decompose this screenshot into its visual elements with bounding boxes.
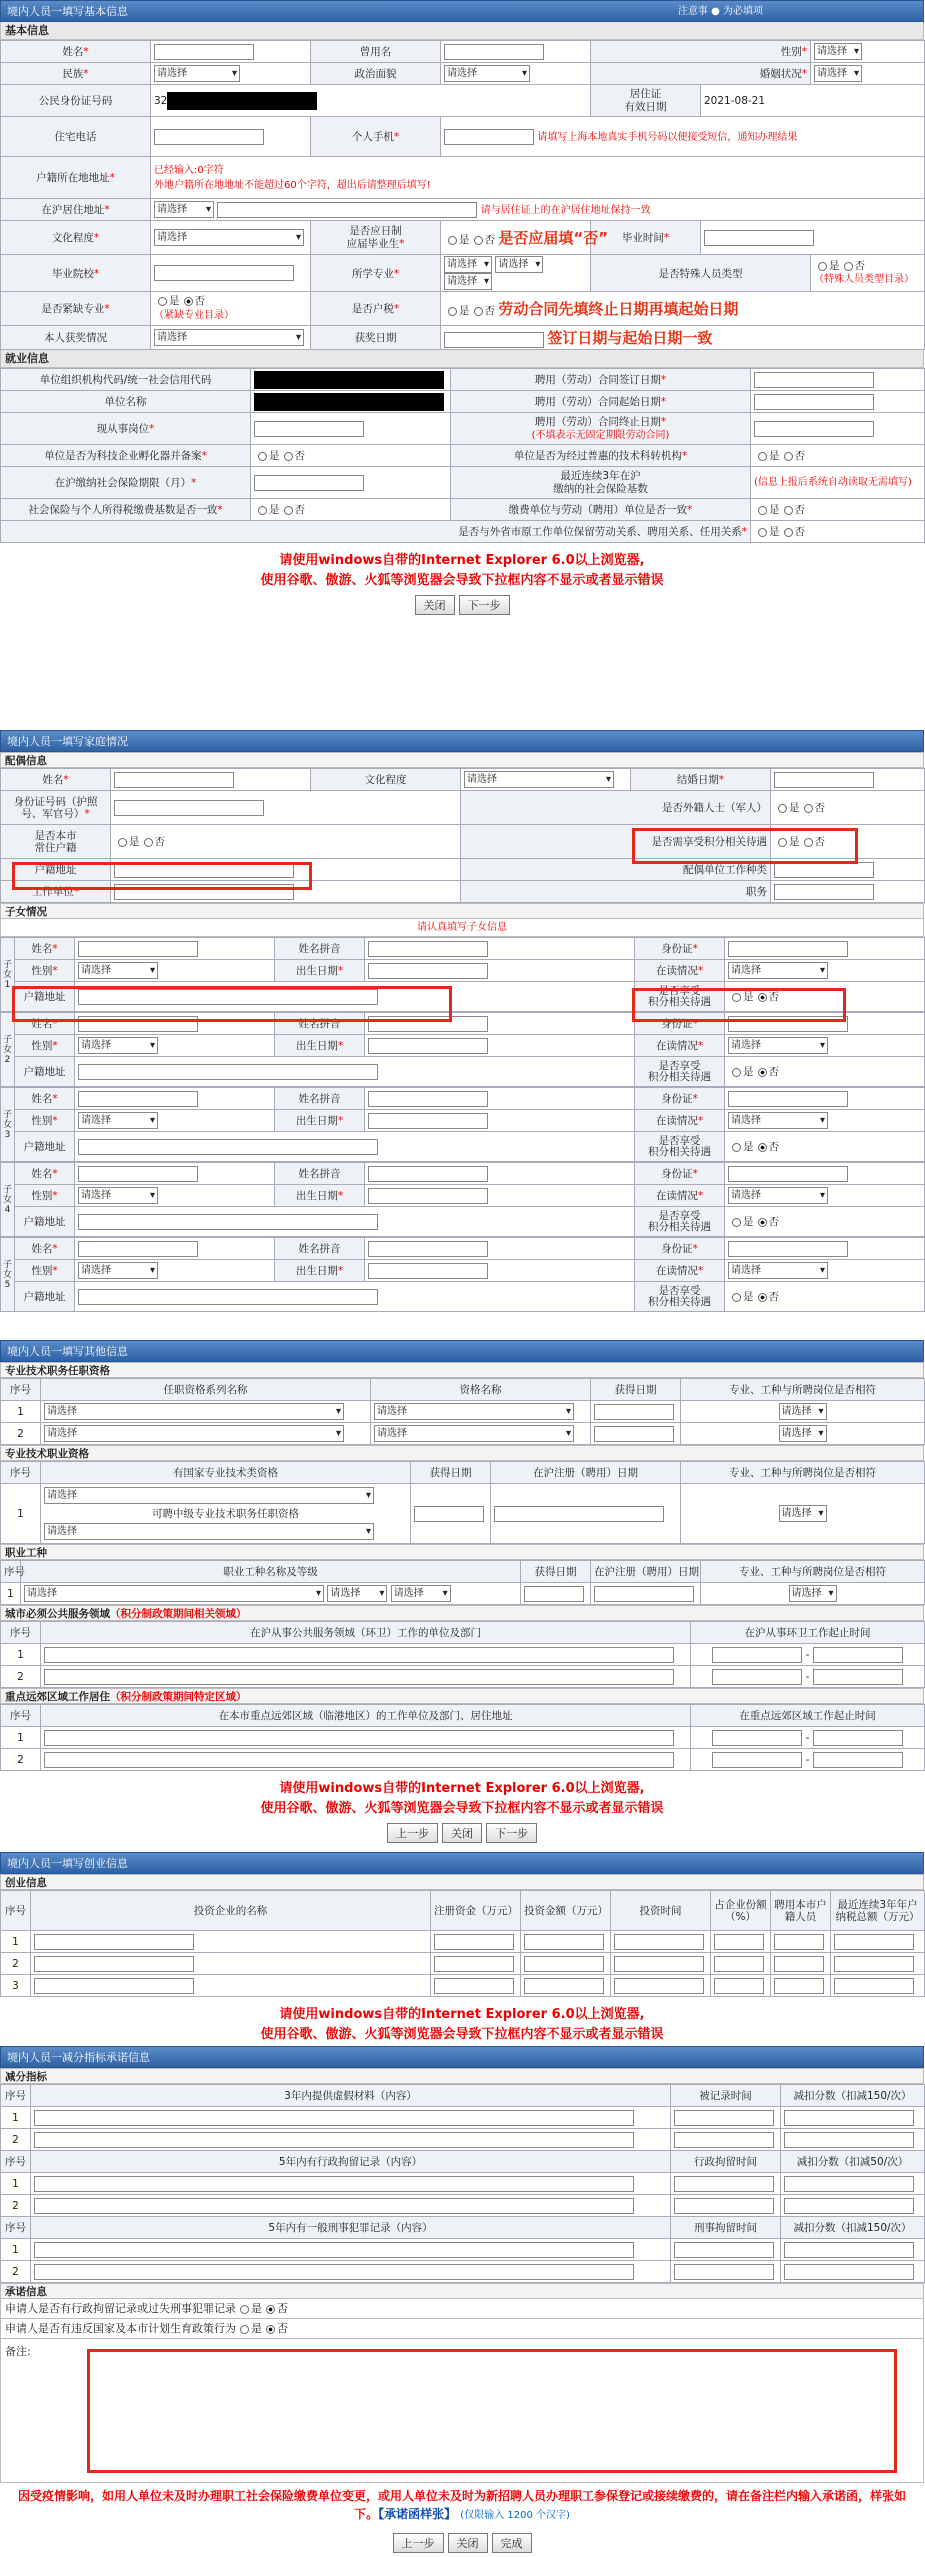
work-match[interactable]: 请选择 ▾: [789, 1585, 837, 1602]
same-unit-no-radio[interactable]: [784, 506, 793, 515]
child-birth-1[interactable]: [368, 963, 488, 979]
relation-yes-radio[interactable]: [758, 528, 767, 537]
remark-label: 备注:: [5, 2345, 31, 2358]
highlight-box-2: [632, 828, 858, 864]
child-birth-3[interactable]: [368, 1113, 488, 1129]
leader-no-radio[interactable]: [474, 307, 483, 316]
end-date-input[interactable]: [754, 421, 874, 437]
school-input[interactable]: [154, 265, 294, 281]
close-button-1[interactable]: 关闭: [415, 595, 455, 615]
highend-yes-radio[interactable]: [758, 452, 767, 461]
child-enjoy-no-5[interactable]: [758, 1293, 767, 1302]
startup-amt-3[interactable]: [524, 1978, 604, 1994]
major-select-3[interactable]: 请选择 ▾: [444, 273, 492, 290]
child-study-1[interactable]: 请选择 ▾: [728, 962, 828, 979]
spouse-table: 姓名* 文化程度 请选择 ▾ 结婚日期* 身份证号码（护照号、军官号）* 是否外籍人士（军人） 是 否 是否本市 常住户籍 是 否 是否需享受积分相关待遇 是 否 户籍地址 配偶单位工作种类 工作单位* 职务: [0, 768, 925, 903]
child-name-5[interactable]: [78, 1241, 198, 1257]
child-pinyin-3[interactable]: [368, 1091, 488, 1107]
sh-district-select[interactable]: 请选择 ▾: [154, 201, 214, 218]
remote-unit-2[interactable]: [44, 1752, 674, 1768]
startup-share-3[interactable]: [714, 1978, 764, 1994]
startup-table: 序号 投资企业的名称 注册资金（万元） 投资金额（万元） 投资时间 占企业份额（%） 聘用本市户籍人员 最近连续3年年户纳税总额（万元） 1 2 3: [0, 1890, 925, 1997]
crime-score-2[interactable]: [784, 2264, 914, 2280]
qual-date-2[interactable]: [594, 1426, 674, 1442]
prev-button-5[interactable]: 上一步: [393, 2533, 444, 2553]
id-number-redacted[interactable]: [167, 92, 317, 110]
local-yes-radio[interactable]: [118, 838, 127, 847]
startup-name-3[interactable]: [34, 1978, 194, 1994]
basic-info-bar: 基本信息: [0, 22, 924, 40]
spouse-id-input[interactable]: [114, 800, 264, 816]
detention-1[interactable]: [34, 2176, 634, 2192]
child-enjoy-no-3[interactable]: [758, 1143, 767, 1152]
startup-cap-2[interactable]: [434, 1956, 514, 1972]
child-enjoy-yes-2[interactable]: [732, 1068, 741, 1077]
marry-date-input[interactable]: [774, 772, 874, 788]
promise-row-2: 申请人是否有违反国家及本市计划生育政策行为 是 否: [0, 2319, 924, 2339]
public-bar: 城市必须公共服务领域（积分制政策期间相关领域）: [0, 1605, 924, 1621]
promise-bar: 承诺信息: [0, 2283, 924, 2299]
child-enjoy-no-2[interactable]: [758, 1068, 767, 1077]
remote-table: 序号 在本市重点远郊区域（临港地区）的工作单位及部门、居住地址 在重点远郊区域工作起止时间 1 - 2 -: [0, 1704, 925, 1771]
shortage-no-radio[interactable]: [184, 297, 193, 306]
qual-date-1[interactable]: [594, 1404, 674, 1420]
post-input[interactable]: [254, 421, 364, 437]
child-table-4: 子女 4 姓名* 姓名拼音 身份证* 性别* 请选择 ▾ 出生日期* 在读情况* 请选择 ▾ 户籍地址 是否享受 积分相关待遇 是 否: [0, 1162, 925, 1237]
false-material-time-2[interactable]: [674, 2132, 774, 2148]
child-name-1[interactable]: [78, 941, 198, 957]
startup-share-1[interactable]: [714, 1934, 764, 1950]
child-birth-4[interactable]: [368, 1188, 488, 1204]
work-type-table: 序号 职业工种名称及等级 获得日期 在沪注册（聘用）日期 专业、工种与所聘岗位是否相符 1 请选择 ▾ 请选择 ▾ 请选择 ▾ 请选择 ▾: [0, 1560, 925, 1605]
child-name-4[interactable]: [78, 1166, 198, 1182]
special-yes-radio[interactable]: [818, 262, 827, 271]
child-study-4[interactable]: 请选择 ▾: [728, 1187, 828, 1204]
hire-date-input[interactable]: [754, 372, 874, 388]
award-date-input[interactable]: [444, 332, 544, 348]
startup-tax-1[interactable]: [834, 1934, 914, 1950]
ethnic-select[interactable]: 请选择 ▾: [154, 65, 240, 82]
award-select[interactable]: 请选择 ▾: [154, 329, 304, 346]
highlight-box-3: [12, 986, 452, 1022]
startup-time-3[interactable]: [614, 1978, 704, 1994]
deduction-table: 序号 3年内提供虚假材料（内容） 被记录时间 减扣分数（扣减150/次） 1 2 序号 5年内有行政拘留记录（内容） 行政拘留时间 减扣分数（扣减50/次） 1 2 序号 5年内有一般刑事犯罪记录（内容） 刑事拘留时间 减扣分数（扣减150/次） 1 2: [0, 2084, 925, 2283]
public-from-1[interactable]: [712, 1647, 802, 1663]
duty-input[interactable]: [774, 884, 874, 900]
child-id-5[interactable]: [728, 1241, 848, 1257]
child-name-3[interactable]: [78, 1091, 198, 1107]
startup-share-2[interactable]: [714, 1956, 764, 1972]
startup-cap-1[interactable]: [434, 1934, 514, 1950]
startup-time-1[interactable]: [614, 1934, 704, 1950]
section-header-family: 境内人员一填写家庭情况: [0, 730, 924, 752]
qual-name-1[interactable]: 请选择 ▾: [374, 1403, 574, 1420]
browser-notice-3: 请使用windows自带的Internet Explorer 6.0以上浏览器, 使用谷歌、傲游、火狐等浏览器会导致下拉框内容不显示或者显示错误: [260, 2007, 664, 2042]
startup-cap-3[interactable]: [434, 1978, 514, 1994]
sign-note: 签订日期与起始日期一致: [547, 329, 713, 347]
insur-months-input[interactable]: [254, 475, 364, 491]
startup-tax-2[interactable]: [834, 1956, 914, 1972]
promise2-yes-radio[interactable]: [240, 2325, 249, 2334]
child-gender-3[interactable]: 请选择 ▾: [78, 1112, 158, 1129]
fresh-no-radio[interactable]: [474, 236, 483, 245]
deduction-bar: 减分指标: [0, 2068, 924, 2084]
false-material-2[interactable]: [34, 2132, 634, 2148]
same-unit-yes-radio[interactable]: [758, 506, 767, 515]
local-no-radio[interactable]: [144, 838, 153, 847]
grad-time-input[interactable]: [704, 230, 814, 246]
edu-select[interactable]: 请选择 ▾: [154, 229, 304, 246]
mobile-input[interactable]: [444, 129, 534, 145]
qual-bar: 专业技术职务任职资格: [0, 1362, 924, 1378]
public-to-2[interactable]: [813, 1669, 903, 1685]
remote-bar: 重点远郊区域工作居住（积分制政策期间特定区域）: [0, 1688, 924, 1704]
detention-score-1[interactable]: [784, 2176, 914, 2192]
contract-note: 劳动合同先填终止日期再填起始日期: [498, 300, 739, 318]
detention-score-2[interactable]: [784, 2198, 914, 2214]
remark-area: [0, 2339, 924, 2483]
false-material-time-1[interactable]: [674, 2110, 774, 2126]
next-button-3[interactable]: 下一步: [486, 1823, 537, 1843]
spouse-name-input[interactable]: [114, 772, 234, 788]
promise1-yes-radio[interactable]: [240, 2305, 249, 2314]
special-no-radio[interactable]: [844, 262, 853, 271]
close-button-5[interactable]: 关闭: [448, 2533, 488, 2553]
major-select-1[interactable]: 请选择 ▾: [444, 256, 492, 273]
public-to-1[interactable]: [813, 1647, 903, 1663]
child-birth-5[interactable]: [368, 1263, 488, 1279]
political-select[interactable]: 请选择 ▾: [444, 65, 530, 82]
public-unit-1[interactable]: [44, 1647, 674, 1663]
child-id-1[interactable]: [728, 941, 848, 957]
work-grade-select[interactable]: 请选择 ▾: [391, 1585, 451, 1602]
child-addr-2[interactable]: [78, 1064, 378, 1080]
child-gender-4[interactable]: 请选择 ▾: [78, 1187, 158, 1204]
false-material-score-1[interactable]: [784, 2110, 914, 2126]
employment-table: 单位组织机构代码/统一社会信用代码 聘用（劳动）合同签订日期* 单位名称 聘用（劳动）合同起始日期* 现从事岗位* 聘用（劳动）合同终止日期* (不填表示无固定期限劳动合同) 单位是否为科技企业孵化器并备案* 是 否 单位是否为经过普惠的技术科转机构* 是 否 在沪缴纳社会保险期限（月）* 最近连续3年在沪 缴纳的社会保险基数 (信息上报后系统自动读取无需填写) 社会保险与个人所得税缴费基数是否一致* 是 否 缴费单位与劳动（聘用）单位是否一致* 是 否 是否与外省市原工作单位保留劳动关系、聘用关系、任用关系* 是 否: [0, 368, 925, 543]
qual-table: 序号 任职资格系列名称 资格名称 获得日期 专业、工种与所聘岗位是否相符 1 请选择 ▾ 请选择 ▾ 请选择 ▾ 2 请选择 ▾ 请选择 ▾ 请选择 ▾: [0, 1378, 925, 1445]
crime-time-1[interactable]: [674, 2242, 774, 2258]
leader-yes-radio[interactable]: [448, 307, 457, 316]
section-header-deduction: 境内人员一减分指标承诺信息: [0, 2046, 924, 2068]
child-enjoy-yes-3[interactable]: [732, 1143, 741, 1152]
same-yes-radio[interactable]: [258, 506, 267, 515]
promise-sample-link[interactable]: 【承诺函样张】: [378, 2507, 457, 2521]
cert-date[interactable]: [414, 1506, 484, 1522]
child-gender-1[interactable]: 请选择 ▾: [78, 962, 158, 979]
basic-info-table: 姓名* 曾用名 性别* 请选择 ▾ 民族* 请选择 ▾ 政治面貌 请选择 ▾ 婚姻状况* 请选择 ▾ 公民身份证号码 32 居住证 有效日期 2021-08-21 住宅电话 个人手机* 请填写上海本地真实手机号码以便接受短信，通知办理结果 户籍所在地地址* 已经输入:0字符 外地户籍所在地地址不能超过60个字符，超出后请整理后填写! 在沪居住地址* 请选择 ▾ 请与居住证上的在沪居住地址保持一致 文化程度* 请选择 ▾ 是否应日制 应届毕业生* 是 否 是否应届填“否” 毕业时间* 毕业院校* 所学专业* 请选择 ▾ 请选择 ▾ 请选择 ▾ 是否特殊人员类型 是 否 （特殊人员类型目录） 是否紧缺专业* 是 否 （紧缺专业目录） 是否户税* 是 否 劳动合同先填终止日期再填起始日期 本人获奖情况 请选择 ▾ 获奖日期 签订日期与起始日期一致: [0, 40, 925, 350]
child-pinyin-1[interactable]: [368, 941, 488, 957]
child-table-2: 子女 2 姓名* 姓名拼音 身份证* 性别* 请选择 ▾ 出生日期* 在读情况* 请选择 ▾ 户籍地址 是否享受 积分相关待遇 是 否: [0, 1012, 925, 1087]
finish-button[interactable]: 完成: [492, 2533, 532, 2553]
close-button-3[interactable]: 关闭: [442, 1823, 482, 1843]
child-addr-3[interactable]: [78, 1139, 378, 1155]
child-id-4[interactable]: [728, 1166, 848, 1182]
cert-select-2[interactable]: 请选择 ▾: [44, 1523, 374, 1540]
start-date-input[interactable]: [754, 394, 874, 410]
detention-time-1[interactable]: [674, 2176, 774, 2192]
cert-select-1[interactable]: 请选择 ▾: [44, 1487, 374, 1504]
startup-tax-3[interactable]: [834, 1978, 914, 1994]
child-addr-4[interactable]: [78, 1214, 378, 1230]
remark-textarea[interactable]: [87, 2349, 897, 2473]
cert-match[interactable]: 请选择 ▾: [779, 1505, 827, 1522]
promise2-no-radio[interactable]: [266, 2325, 275, 2334]
public-unit-2[interactable]: [44, 1669, 674, 1685]
major-select-2[interactable]: 请选择 ▾: [495, 256, 543, 273]
cert-reg[interactable]: [494, 1506, 664, 1522]
gender-select[interactable]: 请选择 ▾: [814, 43, 862, 60]
public-table: 序号 在沪从事公共服务领域（环卫）工作的单位及部门 在沪从事环卫工作起止时间 1 - 2 -: [0, 1621, 925, 1688]
section-header-startup: 境内人员一填写创业信息: [0, 1852, 924, 1874]
work-reg[interactable]: [594, 1586, 694, 1602]
promise-row-1: 申请人是否有行政拘留记录或过失刑事犯罪记录 是 否: [0, 2299, 924, 2319]
same-no-radio[interactable]: [284, 506, 293, 515]
fresh-note: 是否应届填“否”: [498, 229, 609, 247]
qual-series-1[interactable]: 请选择 ▾: [44, 1403, 344, 1420]
highlight-box-4: [632, 988, 846, 1022]
employment-bar: 就业信息: [0, 350, 924, 368]
remote-from-2[interactable]: [712, 1752, 802, 1768]
section-header-basic: 境内人员一填写基本信息 注意事 ● 为必填项: [0, 0, 924, 22]
remote-to-2[interactable]: [813, 1752, 903, 1768]
spouse-bar: 配偶信息: [0, 752, 924, 768]
prev-button-3[interactable]: 上一步: [387, 1823, 438, 1843]
child-study-2[interactable]: 请选择 ▾: [728, 1037, 828, 1054]
work-type-select[interactable]: 请选择 ▾: [24, 1585, 324, 1602]
child-pinyin-5[interactable]: [368, 1241, 488, 1257]
startup-time-2[interactable]: [614, 1956, 704, 1972]
child-table-1: 子女 1 姓名* 姓名拼音 身份证* 性别* 请选择 ▾ 出生日期* 在读情况* 请选择 ▾ 户籍地址 是否享受 积分相关待遇 是 否: [0, 937, 925, 1012]
next-button-1[interactable]: 下一步: [459, 595, 510, 615]
startup-name-1[interactable]: [34, 1934, 194, 1950]
startup-section: [0, 1852, 924, 2045]
child-enjoy-yes-4[interactable]: [732, 1218, 741, 1227]
basic-info-section: [0, 0, 924, 619]
qual-match-1[interactable]: 请选择 ▾: [779, 1403, 827, 1420]
crime-2[interactable]: [34, 2264, 634, 2280]
deduction-section: [0, 2046, 924, 2557]
child-note: 请认真填写子女信息: [0, 919, 924, 937]
startup-staff-3[interactable]: [774, 1978, 824, 1994]
tech-yes-radio[interactable]: [258, 452, 267, 461]
startup-amt-2[interactable]: [524, 1956, 604, 1972]
org-code-redacted[interactable]: [254, 371, 444, 389]
phone-input[interactable]: [154, 129, 264, 145]
promise1-no-radio[interactable]: [266, 2305, 275, 2314]
child-study-5[interactable]: 请选择 ▾: [728, 1262, 828, 1279]
child-birth-2[interactable]: [368, 1038, 488, 1054]
family-section: [0, 730, 924, 1312]
foreign-no-radio[interactable]: [804, 804, 813, 813]
tech-no-radio[interactable]: [284, 452, 293, 461]
highlight-box-1: [12, 862, 312, 890]
marital-select[interactable]: 请选择 ▾: [814, 65, 862, 82]
startup-amt-1[interactable]: [524, 1934, 604, 1950]
startup-bar: 创业信息: [0, 1874, 924, 1890]
child-study-3[interactable]: 请选择 ▾: [728, 1112, 828, 1129]
shortage-yes-radio[interactable]: [158, 297, 167, 306]
detention-time-2[interactable]: [674, 2198, 774, 2214]
former-name-input[interactable]: [444, 44, 544, 60]
crime-1[interactable]: [34, 2242, 634, 2258]
remote-unit-1[interactable]: [44, 1730, 674, 1746]
spouse-edu-select[interactable]: 请选择 ▾: [464, 771, 614, 788]
highend-no-radio[interactable]: [784, 452, 793, 461]
work-date[interactable]: [524, 1586, 584, 1602]
cert-bar: 专业技术职业资格: [0, 1445, 924, 1461]
covid-notice: 因受疫情影响，如用人单位未及时办理职工社会保险缴费单位变更，或用人单位未及时为新招聘人员办理职工参保登记或接续缴费的，请在备注栏内输入承诺函，样张如下。【承诺函样张】 (仅限输入 1200 个汉字): [17, 2489, 906, 2521]
foreign-yes-radio[interactable]: [778, 804, 787, 813]
false-material-score-2[interactable]: [784, 2132, 914, 2148]
crime-time-2[interactable]: [674, 2264, 774, 2280]
relation-no-radio[interactable]: [784, 528, 793, 537]
child-id-3[interactable]: [728, 1091, 848, 1107]
qual-name-2[interactable]: 请选择 ▾: [374, 1425, 574, 1442]
child-enjoy-yes-5[interactable]: [732, 1293, 741, 1302]
qual-series-2[interactable]: 请选择 ▾: [44, 1425, 344, 1442]
detention-2[interactable]: [34, 2198, 634, 2214]
startup-staff-1[interactable]: [774, 1934, 824, 1950]
cert-table: 序号 有国家专业技术类资格 获得日期 在沪注册（聘用）日期 专业、工种与所聘岗位是否相符 1 请选择 ▾ 可聘中级专业技术职务任职资格 请选择 ▾ 请选择 ▾: [0, 1461, 925, 1544]
browser-notice-1: 请使用windows自带的Internet Explorer 6.0以上浏览器, 使用谷歌、傲游、火狐等浏览器会导致下拉框内容不显示或者显示错误: [260, 553, 664, 588]
qual-match-2[interactable]: 请选择 ▾: [779, 1425, 827, 1442]
unit-name-redacted[interactable]: [254, 393, 444, 411]
crime-score-1[interactable]: [784, 2242, 914, 2258]
remote-from-1[interactable]: [712, 1730, 802, 1746]
startup-staff-2[interactable]: [774, 1956, 824, 1972]
browser-notice-2: 请使用windows自带的Internet Explorer 6.0以上浏览器, 使用谷歌、傲游、火狐等浏览器会导致下拉框内容不显示或者显示错误: [260, 1781, 664, 1816]
child-enjoy-no-4[interactable]: [758, 1218, 767, 1227]
section-header-other: 境内人员一填写其他信息: [0, 1340, 924, 1362]
other-info-section: [0, 1340, 924, 1847]
work-level-select[interactable]: 请选择 ▾: [327, 1585, 387, 1602]
sh-addr-input[interactable]: [217, 202, 477, 218]
child-table-5: 子女 5 姓名* 姓名拼音 身份证* 性别* 请选择 ▾ 出生日期* 在读情况* 请选择 ▾ 户籍地址 是否享受 积分相关待遇 是 否: [0, 1237, 925, 1312]
child-addr-5[interactable]: [78, 1289, 378, 1305]
child-pinyin-4[interactable]: [368, 1166, 488, 1182]
children-bar: 子女情况: [0, 903, 924, 919]
false-material-1[interactable]: [34, 2110, 634, 2126]
work-type-bar: 职业工种: [0, 1544, 924, 1560]
fresh-yes-radio[interactable]: [448, 236, 457, 245]
startup-name-2[interactable]: [34, 1956, 194, 1972]
name-input[interactable]: [154, 44, 254, 60]
child-gender-2[interactable]: 请选择 ▾: [78, 1037, 158, 1054]
child-gender-5[interactable]: 请选择 ▾: [78, 1262, 158, 1279]
public-from-2[interactable]: [712, 1669, 802, 1685]
remote-to-1[interactable]: [813, 1730, 903, 1746]
child-table-3: 子女 3 姓名* 姓名拼音 身份证* 性别* 请选择 ▾ 出生日期* 在读情况* 请选择 ▾ 户籍地址 是否享受 积分相关待遇 是 否: [0, 1087, 925, 1162]
